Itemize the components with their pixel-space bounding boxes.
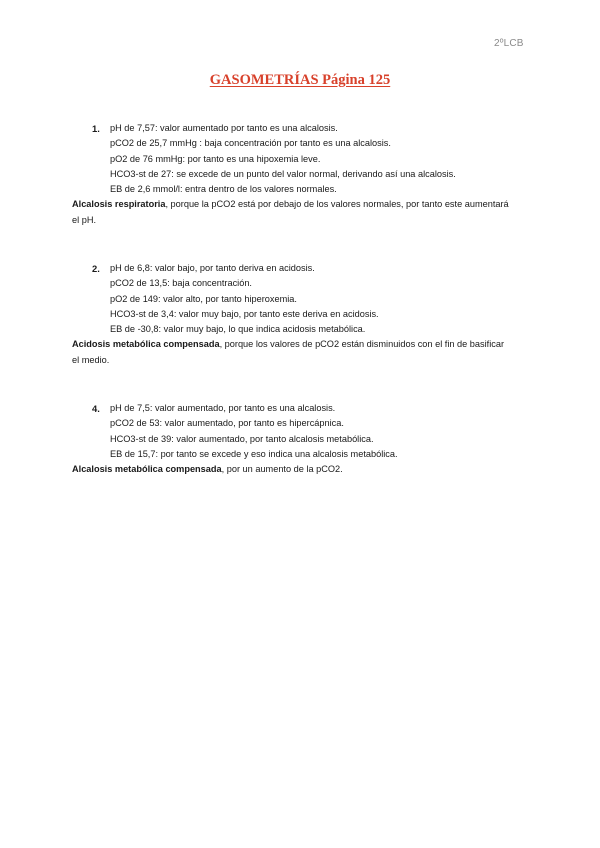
exercise-block	[0, 401, 600, 478]
diagnosis-label: Alcalosis metabólica compensada	[72, 464, 222, 475]
exercise-line: HCO3-st de 39: valor aumentado, por tanto alcalosis metabólica.	[110, 433, 374, 444]
exercise-line: EB de 2,6 mmol/l: entra dentro de los valores normales.	[110, 184, 337, 195]
exercise-conclusion	[72, 337, 512, 368]
exercise-item	[0, 261, 600, 337]
exercise-line: pH de 7,5: valor aumentado, por tanto es una alcalosis.	[110, 403, 336, 413]
exercise-line: pO2 de 149: valor alto, por tanto hiperoxemia.	[110, 293, 297, 304]
exercise-line: pH de 7,57: valor aumentado por tanto es una alcalosis.	[110, 123, 338, 133]
page-header-label: 2ºLCB	[494, 38, 524, 49]
exercise-line: pCO2 de 25,7 mmHg : baja concentración por tanto es una alcalosis.	[110, 138, 391, 149]
exercise-block	[0, 261, 600, 368]
exercise-lines	[110, 121, 600, 197]
exercise-conclusion	[72, 197, 512, 228]
exercise-number: 2.	[92, 263, 100, 274]
exercise-item	[0, 401, 600, 462]
exercise-number: 1.	[92, 123, 100, 134]
exercise-line: EB de -30,8: valor muy bajo, lo que indica acidosis metabólica.	[110, 324, 366, 335]
diagnosis-label: Alcalosis respiratoria	[72, 199, 166, 210]
exercise-line: HCO3-st de 3,4: valor muy bajo, por tanto este deriva en acidosis.	[110, 308, 379, 319]
exercise-number: 4.	[92, 403, 100, 414]
diagnosis-explanation: , por un aumento de la pCO2.	[221, 464, 343, 475]
diagnosis-label: Acidosis metabólica compensada	[72, 339, 220, 350]
exercise-line: HCO3-st de 27: se excede de un punto del valor normal, derivando así una alcalosis.	[110, 168, 456, 179]
exercise-lines	[110, 401, 600, 462]
exercise-line: pO2 de 76 mmHg: por tanto es una hipoxemia leve.	[110, 153, 321, 164]
exercise-line: pH de 6,8: valor bajo, por tanto deriva en acidosis.	[110, 263, 315, 273]
exercise-conclusion	[72, 462, 512, 478]
page-title: GASOMETRÍAS Página 125	[209, 72, 391, 88]
diagnosis-explanation: , porque los valores de pCO2 están disminuidos con el fin de basificar el medio.	[72, 339, 505, 365]
exercise-line: EB de 15,7: por tanto se excede y eso indica una alcalosis metabólica.	[110, 448, 398, 459]
exercise-lines	[110, 261, 600, 337]
exercise-block	[0, 121, 600, 228]
exercise-item	[0, 121, 600, 197]
diagnosis-explanation: , porque la pCO2 está por debajo de los valores normales, por tanto este aumentará el pH.	[72, 199, 509, 225]
exercise-line: pCO2 de 13,5: baja concentración.	[110, 278, 252, 289]
exercise-line: pCO2 de 53: valor aumentado, por tanto es hipercápnica.	[110, 418, 344, 429]
